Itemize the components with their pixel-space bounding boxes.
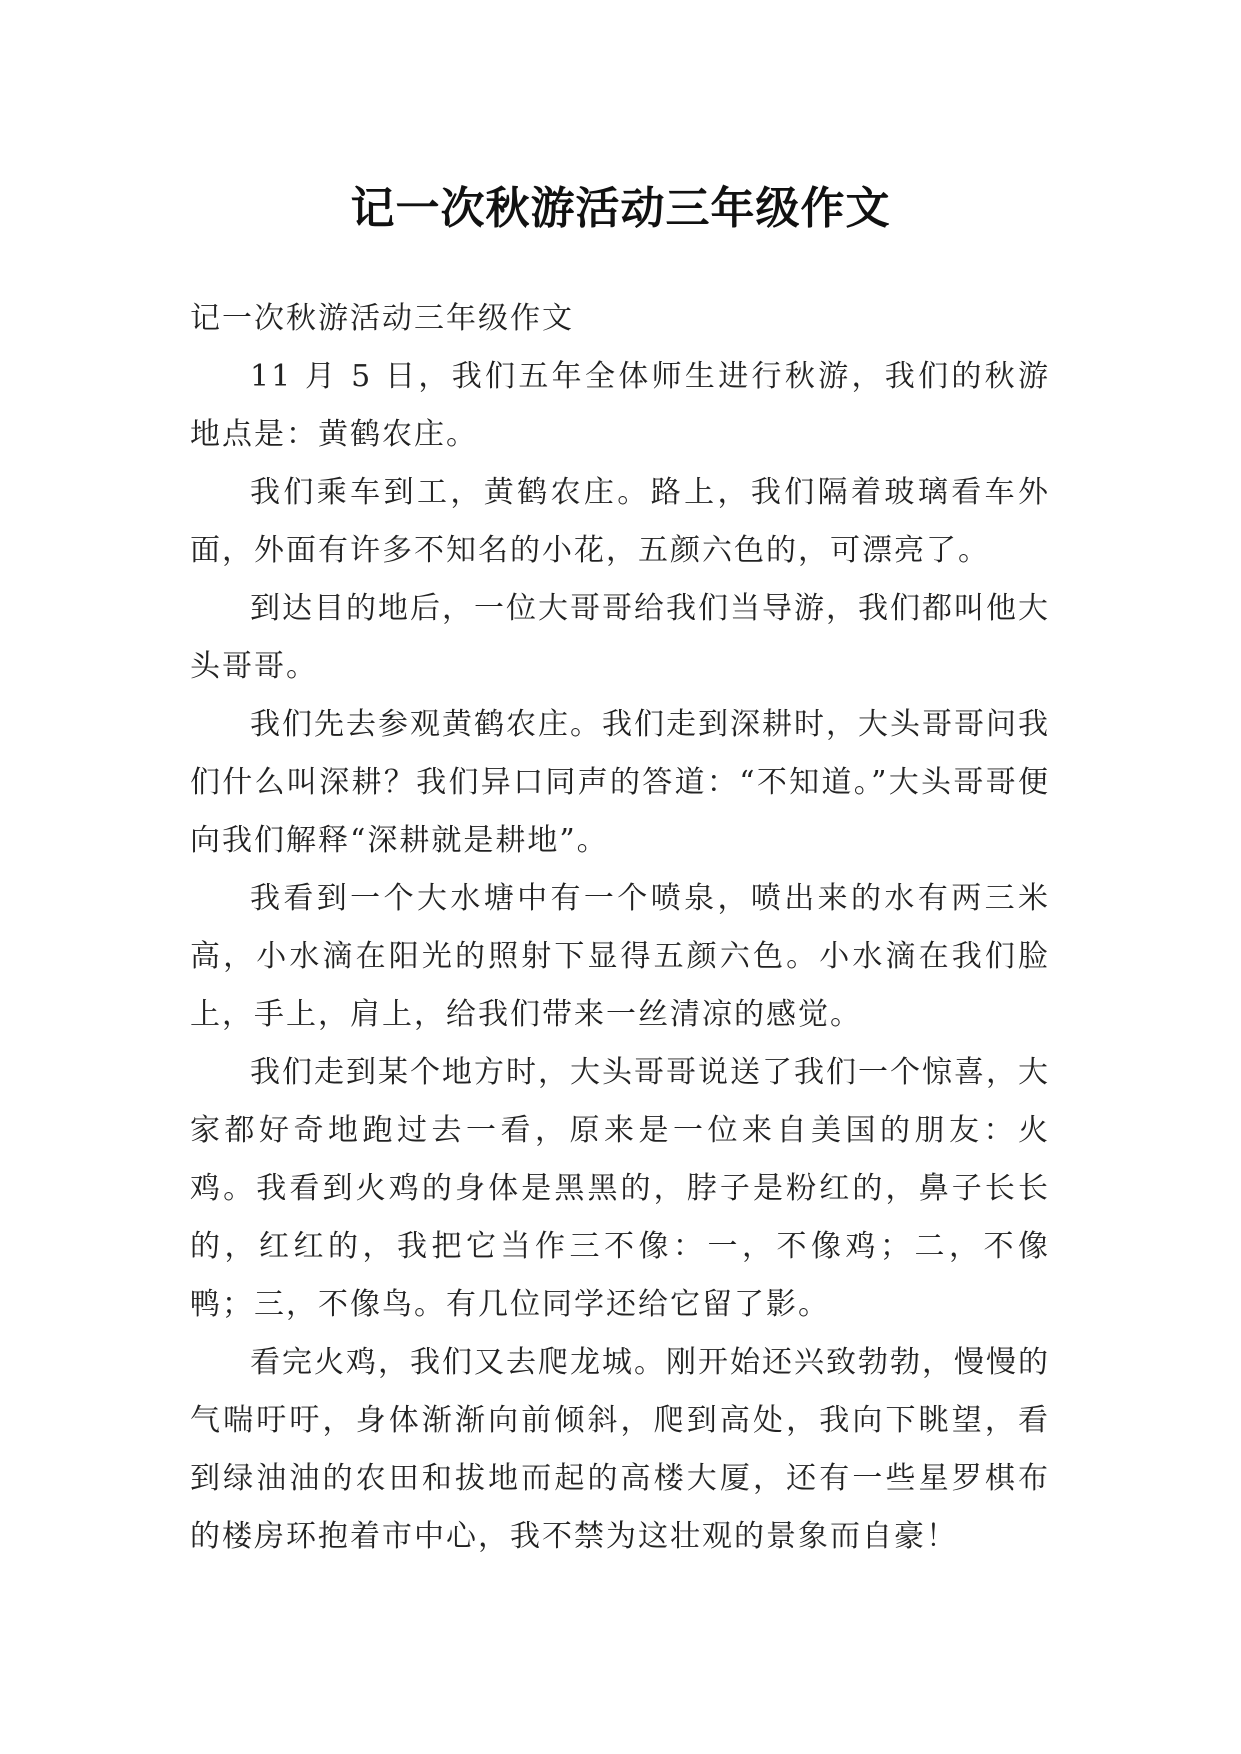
document-title: 记一次秋游活动三年级作文 (350, 183, 891, 235)
document-subtitle: 记一次秋游活动三年级作文 (190, 301, 574, 336)
paragraph: 我们走到某个地方时，大头哥哥说送了我们一个惊喜，大家都好奇地跑过去一看，原来是一位来自美国的朋友：火鸡。我看到火鸡的身体是黑黑的，脖子是粉红的，鼻子长长的，红红的，我把它当作三不像：一，不像鸡；二，不像鸭；三，不像鸟。有几位同学还给它留了影。 (190, 1055, 1050, 1322)
paragraph: 我看到一个大水塘中有一个喷泉，喷出来的水有两三米高，小水滴在阳光的照射下显得五颜六色。小水滴在我们脸上，手上，肩上，给我们带来一丝清凉的感觉。 (190, 881, 1050, 1032)
paragraph: 我们先去参观黄鹤农庄。我们走到深耕时，大头哥哥问我们什么叫深耕？我们异口同声的答道：“不知道。”大头哥哥便向我们解释“深耕就是耕地”。 (190, 707, 1050, 858)
paragraph: 我们乘车到工，黄鹤农庄。路上，我们隔着玻璃看车外面，外面有许多不知名的小花，五颜六色的，可漂亮了。 (190, 475, 1050, 568)
paragraph: 11 月 5 日，我们五年全体师生进行秋游，我们的秋游地点是：黄鹤农庄。 (190, 359, 1050, 452)
document-body (190, 290, 1050, 1566)
paragraph: 看完火鸡，我们又去爬龙城。刚开始还兴致勃勃，慢慢的气喘吁吁，身体渐渐向前倾斜，爬到高处，我向下眺望，看到绿油油的农田和拔地而起的高楼大厦，还有一些星罗棋布的楼房环抱着市中心，我不禁为这壮观的景象而自豪！ (190, 1345, 1050, 1554)
paragraph: 到达目的地后，一位大哥哥给我们当导游，我们都叫他大头哥哥。 (190, 591, 1050, 684)
